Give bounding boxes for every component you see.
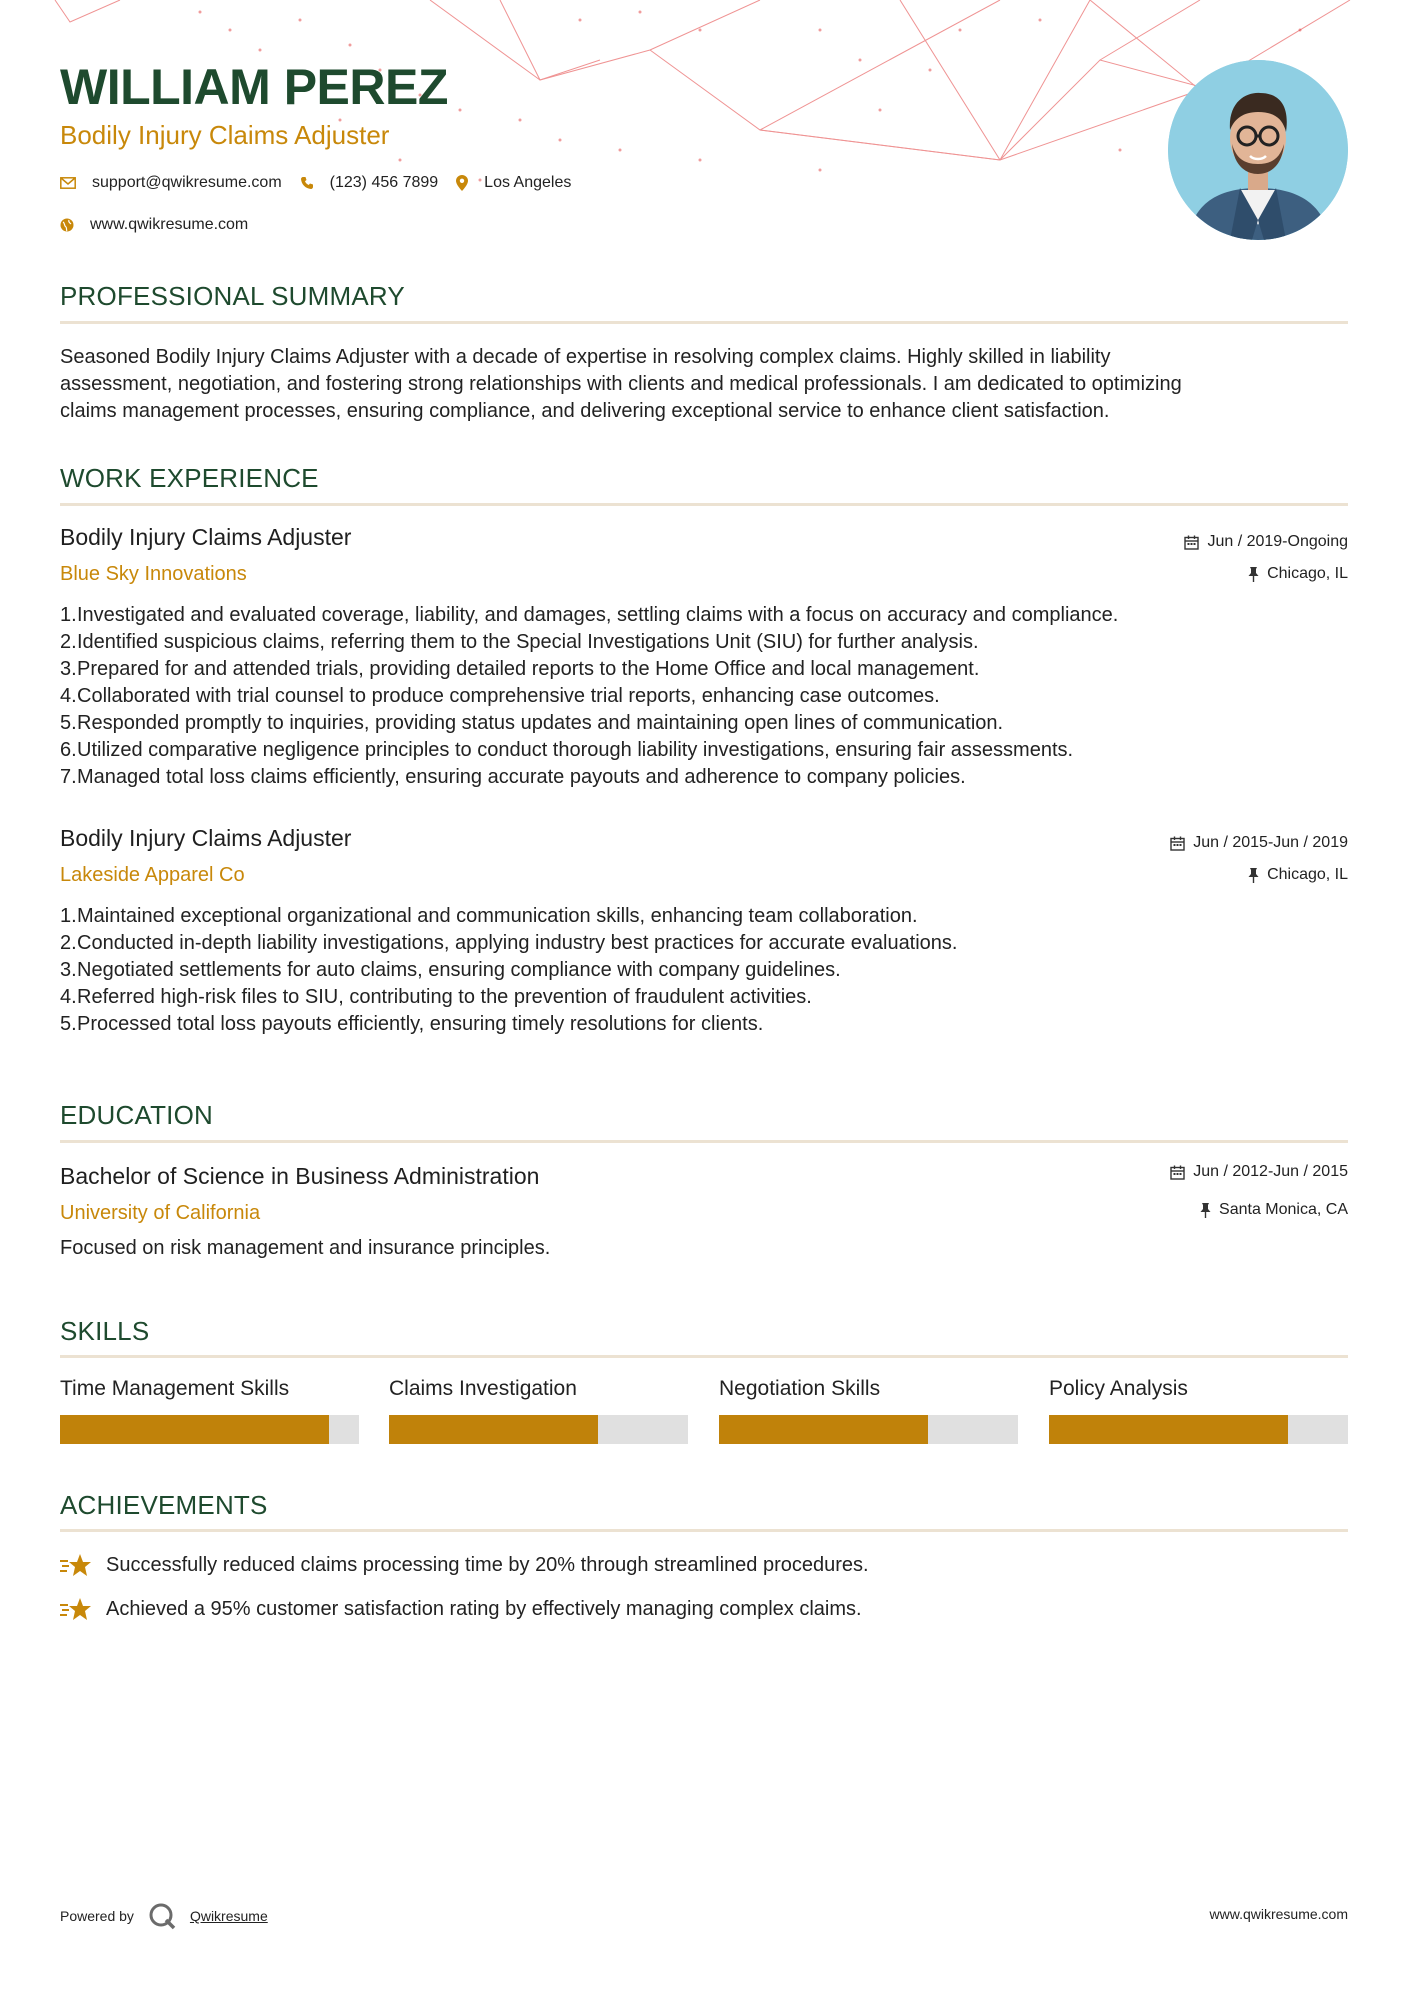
job-location [1248, 565, 1348, 583]
list-item: 1. Investigated and evaluated coverage, liability, and damages, settling claims with a focus on accuracy and compliance. [60, 604, 1119, 626]
achievement-text: Successfully reduced claims processing time by 20% through streamlined procedures. [106, 1553, 869, 1576]
list-item: 2. Identified suspicious claims, referring them to the Special Investigations Unit (SIU) for further analysis. [60, 631, 979, 653]
summary-line: Seasoned Bodily Injury Claims Adjuster with a decade of expertise in resolving complex claims. Highly skilled in liability [60, 346, 1111, 368]
job-role: Bodily Injury Claims Adjuster [60, 825, 352, 851]
job-location-text: Chicago, IL [1267, 866, 1348, 883]
education-dates-text: Jun / 2012-Jun / 2015 [1193, 1163, 1348, 1180]
qwikresume-link[interactable]: Qwikresume [189, 1908, 268, 1924]
list-item: 4. Referred high-risk files to SIU, contributing to the prevention of fraudulent activities. [60, 986, 812, 1008]
list-item: 7. Managed total loss claims efficiently, ensuring accurate payouts and adherence to company policies. [60, 766, 966, 788]
list-item: 3. Prepared for and attended trials, providing detailed reports to the Home Office and local management. [60, 658, 980, 680]
job-bullets [60, 903, 1350, 1038]
skill-item [60, 1377, 359, 1444]
contact-location [456, 174, 571, 192]
pushpin-icon [1248, 567, 1259, 582]
list-item: 1. Maintained exceptional organizational and communication skills, enhancing team collaboration. [60, 905, 918, 927]
education-description: Focused on risk management and insurance principles. [60, 1237, 551, 1259]
achievement-text: Achieved a 95% customer satisfaction rating by effectively managing complex claims. [106, 1597, 862, 1620]
experience-heading: WORK EXPERIENCE [60, 463, 319, 493]
skill-item [389, 1377, 688, 1444]
section-divider [60, 321, 1348, 324]
job-location-text: Chicago, IL [1267, 565, 1348, 582]
skill-item [1049, 1377, 1348, 1444]
calendar-icon [1170, 1165, 1185, 1180]
job-dates-text: Jun / 2019-Ongoing [1207, 533, 1348, 550]
contact-email[interactable] [60, 174, 282, 192]
list-item: 6. Utilized comparative negligence principles to conduct thorough liability investigations, ensuring fair assessments. [60, 739, 1074, 761]
candidate-title: Bodily Injury Claims Adjuster [60, 120, 390, 150]
achievement-item [60, 1596, 862, 1622]
skill-bar [719, 1415, 1018, 1444]
qwikresume-logo-icon [148, 1902, 176, 1930]
skill-bar [1049, 1415, 1348, 1444]
school-name: University of California [60, 1202, 261, 1224]
skill-label: Policy Analysis [1049, 1377, 1188, 1400]
email-text: support@qwikresume.com [92, 174, 282, 191]
degree-title: Bachelor of Science in Business Administration [60, 1163, 540, 1189]
calendar-icon [1184, 535, 1199, 550]
phone-icon [300, 176, 314, 190]
skill-bar-fill [389, 1415, 598, 1444]
avatar-portrait [1168, 60, 1348, 240]
section-divider [60, 1140, 1348, 1143]
phone-text: (123) 456 7899 [329, 174, 439, 191]
globe-icon [60, 218, 74, 232]
skill-label: Time Management Skills [60, 1377, 290, 1400]
map-pin-icon [456, 175, 468, 191]
location-text: Los Angeles [484, 174, 572, 191]
skill-bar [389, 1415, 688, 1444]
skill-label: Negotiation Skills [719, 1377, 881, 1400]
skill-item [719, 1377, 1018, 1444]
skill-bar-fill [719, 1415, 928, 1444]
avatar [1168, 60, 1348, 240]
summary-heading: PROFESSIONAL SUMMARY [60, 281, 405, 311]
pushpin-icon [1200, 1203, 1211, 1218]
contact-phone[interactable] [300, 174, 439, 192]
education-dates [1170, 1163, 1348, 1181]
job-location [1248, 866, 1348, 884]
summary-line: claims management processes, ensuring compliance, and delivering exceptional service to enhance client satisfaction. [60, 400, 1110, 422]
job-bullets [60, 602, 1350, 791]
list-item: 5. Responded promptly to inquiries, providing status updates and maintaining open lines of communication. [60, 712, 1004, 734]
list-item: 3. Negotiated settlements for auto claims, ensuring compliance with company guidelines. [60, 959, 841, 981]
skill-label: Claims Investigation [389, 1377, 577, 1400]
list-item: 2. Conducted in-depth liability investigations, applying industry best practices for accurate evaluations. [60, 932, 958, 954]
education-location-text: Santa Monica, CA [1219, 1201, 1348, 1218]
job-company: Lakeside Apparel Co [60, 864, 245, 886]
skill-bar-fill [1049, 1415, 1288, 1444]
star-icon [60, 1552, 92, 1578]
pushpin-icon [1248, 868, 1259, 883]
section-divider [60, 503, 1348, 506]
education-location [1200, 1201, 1348, 1219]
job-dates [1184, 533, 1348, 551]
achievement-item [60, 1552, 869, 1578]
achievements-heading: ACHIEVEMENTS [60, 1490, 268, 1520]
skill-bar [60, 1415, 359, 1444]
list-item: 4. Collaborated with trial counsel to produce comprehensive trial reports, enhancing case outcomes. [60, 685, 940, 707]
powered-by-text: Powered by [60, 1908, 134, 1924]
candidate-name: WILLIAM PEREZ [60, 59, 448, 115]
job-dates [1170, 834, 1348, 852]
contact-website[interactable] [60, 216, 248, 234]
section-divider [60, 1355, 1348, 1358]
contact-row [60, 174, 589, 192]
website-text: www.qwikresume.com [90, 216, 249, 233]
section-divider [60, 1529, 1348, 1532]
summary-text [60, 344, 1350, 425]
summary-line: assessment, negotiation, and fostering strong relationships with clients and medical professionals. I am dedicated to optimizing [60, 373, 1182, 395]
envelope-icon [60, 177, 76, 189]
job-company: Blue Sky Innovations [60, 563, 247, 585]
calendar-icon [1170, 836, 1185, 851]
job-role: Bodily Injury Claims Adjuster [60, 524, 352, 550]
star-icon [60, 1596, 92, 1622]
list-item: 5. Processed total loss payouts efficiently, ensuring timely resolutions for clients. [60, 1013, 764, 1035]
job-dates-text: Jun / 2015-Jun / 2019 [1193, 834, 1348, 851]
skill-bar-fill [60, 1415, 329, 1444]
skills-heading: SKILLS [60, 1316, 150, 1346]
footer-powered-by [60, 1902, 268, 1930]
education-heading: EDUCATION [60, 1100, 213, 1130]
footer-website[interactable]: www.qwikresume.com [1209, 1906, 1348, 1922]
